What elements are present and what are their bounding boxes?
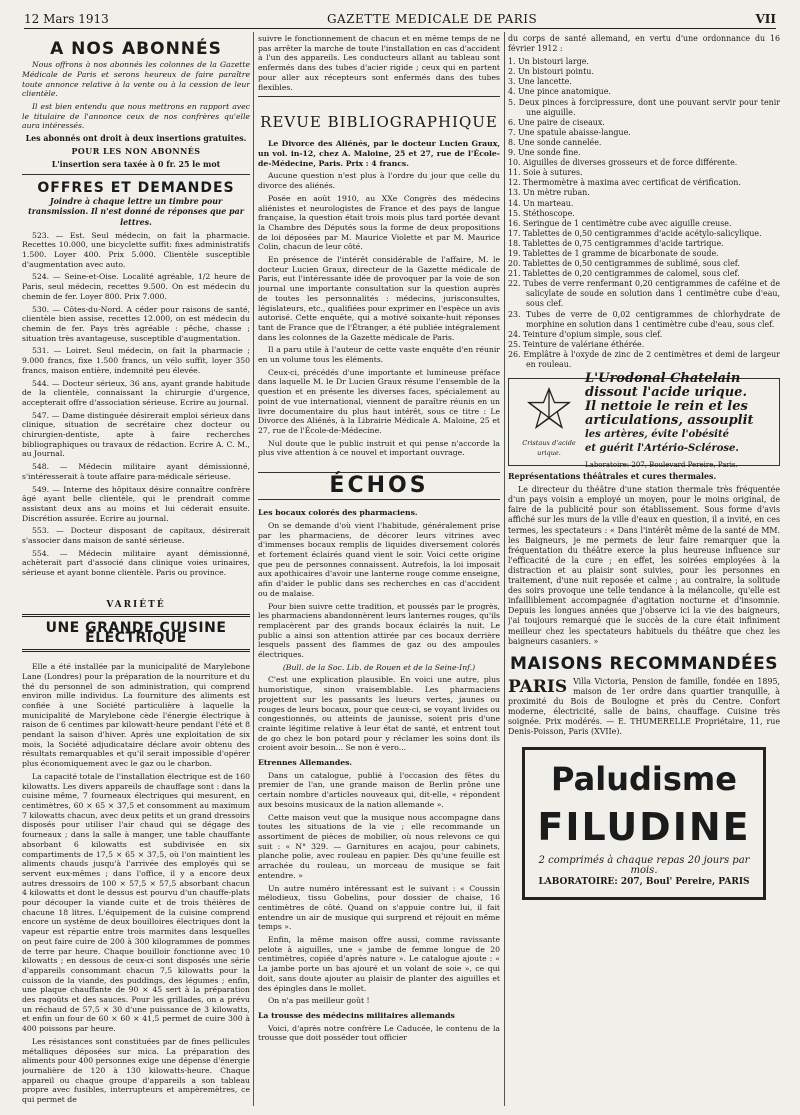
ad-line: les artères, évite l'obésité xyxy=(585,429,729,441)
offre-item: 548. — Médecin militaire ayant démissionné, s'intéresserait à toute affaire para-médicale sérieuse. xyxy=(22,462,250,481)
etrennes-paragraph: On n'a pas meilleur goût ! xyxy=(268,996,370,1006)
ad-dosage: 2 comprimés à chaque repas 20 jours par mois. xyxy=(538,855,750,877)
trousse-paragraph: Voici, d'après notre confrère Le Caducée, le contenu de la trousse que doit posséder tout officier xyxy=(258,1023,500,1043)
revue-paragraph: Ceux-ci, précédés d'une importante et lumineuse préface dans laquelle M. le Dr Lucien Graux résume l'ensemble de la question et en présente les diverses faces, spécialement au point de vue international, viennent de paraître réunis en un livre documentaire du plus haut intérêt, sous ce titre : Le Divorce des Aliénés, à la Librairie Médicale A. Maloine, 25 et 27, rue de l'École-de-Médecine. xyxy=(258,367,500,435)
maison-text: Villa Victoria, Pension de famille, fondée en 1895, maison de 1er ordre dans quartier tranquille, à proximité du Bois de Boulogne et près du Centre. Confort moderne, électricité, salle de bains, chauffage. Cuisine très soignée. Prix modérés. — E. THUMERELLE Propriétaire, 11, rue Denis-Poisson, Paris (XVIIe). xyxy=(508,676,780,737)
offre-item: 524. — Seine-et-Oise. Localité agréable, 1/2 heure de Paris, seul médecin, recettes 9.500. On est médecin du chemin de fer. Loyer 800. Prix 7.000. xyxy=(22,272,250,301)
theatre-heading: Représentations théâtrales et cures thermales. xyxy=(508,472,717,482)
trousse-heading: La trousse des médecins militaires allemands xyxy=(258,1010,455,1020)
list-item: 5. Deux pinces à forcipressure, dont une pouvant servir pour tenir une aiguille. xyxy=(508,97,780,117)
revue-paragraph: Posée en août 1910, au XXe Congrès des médecins aliénistes et neurologistes de France et des pays de langue française, la question était trois mois plus tard portée devant la Chambre des Députés sous la forme de deux propositions de loi déposées par M. Maurice Violette et par M. Maurice Colin, chacun de leur côté. xyxy=(258,193,500,252)
cuisine-continuation: suivre le fonctionnement de chacun et en même temps de ne pas arrêter la marche de toute l'installation en cas d'accident à l'un des appareils. Les conducteurs allant au tableau sont enfermés dans des tubes d'acier rigide ; ceux qui en partent pour aller aux récepteurs sont enfermés dans des tubes flexibles. xyxy=(258,34,500,92)
column-divider-2 xyxy=(504,32,505,1106)
list-item: 25. Teinture de valériane éthérée. xyxy=(508,339,645,349)
list-item: 22. Tubes de verre renfermant 0,20 centigrammes de caféine et de salicylate de soude en solution dans 1 centimètre cube d'eau, sous clef. xyxy=(508,279,780,309)
list-item: 8. Une sonde cannelée. xyxy=(508,137,602,147)
ad-line: L'Urodonal Chatelain xyxy=(585,371,741,387)
cuisine-paragraph: Les résistances sont constituées par de fines pellicules métalliques déposées sur mica. La préparation des aliments pour 400 personnes exige une dépense d'énergie journalière de 120 à 130 kilowatts-heure. Chaque appareil ou chaque groupe d'appareils a son tableau propre avec fusibles, interrupteurs et ampèremètres, ce qui permet de xyxy=(22,1036,250,1104)
abonnes-paragraph: Nous offrons à nos abonnés les colonnes de la Gazette Médicale de Paris et serons heureux de faire paraître toute annonce relative à la vente ou à la cession de leur clientèle. xyxy=(22,60,250,99)
echos-heading: ÉCHOS xyxy=(258,472,500,500)
bocaux-paragraph: On se demande d'où vient l'habitude, généralement prise par les pharmaciens, de décorer leurs vitrines avec d'immenses bocaux remplis de liquides diversement colorés et fortement éclairés quand vient le soir. Voici cette origine que peu de personnes connaissent. Autrefois, la loi imposait aux apothicaires d'avoir une lanterne rouge comme enseigne, afin d'aider le public dans ses recherches en cas d'accident ou de malaise. xyxy=(258,520,500,598)
offre-item: 547. — Dame distinguée désirerait emploi sérieux dans clinique, situation de secrétaire chez docteur ou chirurgien-dentiste, apte à faire recherches bibliographiques ou travaux de rédaction. Ecrire A. C. M., au Journal. xyxy=(22,410,250,459)
offre-item: 531. — Loiret. Seul médecin, on fait la pharmacie ; 9.000 francs, fixe 1.500 francs, un vélo suffit, loyer 350 francs, maison entière, indemnité peu élevée. xyxy=(22,346,250,375)
list-item: 13. Un mètre ruban. xyxy=(508,188,590,198)
trousse-intro: du corps de santé allemand, en vertu d'une ordonnance du 16 février 1912 : xyxy=(508,34,780,54)
bocaux-heading: Les bocaux colorés des pharmaciens. xyxy=(258,508,418,518)
crystal-illustration xyxy=(513,386,585,457)
list-item: 7. Une spatule abaisse-langue. xyxy=(508,127,631,137)
abonnes-heading: A NOS ABONNÉS xyxy=(50,39,222,59)
filudine-advertisement xyxy=(522,747,766,899)
list-item: 3. Une lancette. xyxy=(508,77,572,87)
ad-title: Paludisme xyxy=(551,760,737,799)
column-right xyxy=(508,34,780,1104)
list-item: 10. Aiguilles de diverses grosseurs et de force différente. xyxy=(508,158,738,168)
ad-address: Laboratoire: 207, Boulevard Pereire, Paris. xyxy=(585,461,738,470)
column-middle xyxy=(258,34,500,1104)
list-item: 6. Une paire de ciseaux. xyxy=(508,117,605,127)
divider xyxy=(258,96,500,97)
list-item: 1. Un bistouri large. xyxy=(508,57,589,67)
list-item: 4. Une pince anatomique. xyxy=(508,87,611,97)
list-item: 11. Soie à sutures. xyxy=(508,168,583,178)
revue-paragraph: Il a paru utile à l'auteur de cette vaste enquête d'en réunir en un volume tous les éléments. xyxy=(258,345,500,365)
list-item: 12. Thermomètre à maxima avec certificat de vérification. xyxy=(508,178,741,188)
revue-paragraph: Aucune question n'est plus à l'ordre du jour que celle du divorce des aliénés. xyxy=(258,171,500,191)
list-item: 18. Tablettes de 0,75 centigrammes d'acide tartrique. xyxy=(508,238,724,248)
etrennes-paragraph: Enfin, la même maison offre aussi, comme ravissante pelote à aiguilles, une « jambe de femme longue de 20 centimètres, copiée d'après nature ». Le catalogue ajoute : « La jambe porte un bas ajouré et un volant de soie », ce qui doit, sans doute ajouter au plaisir de planter des aiguilles et des épingles dans le mollet. xyxy=(258,935,500,993)
variete-label: VARIÉTÉ xyxy=(106,599,166,610)
offre-item: 553. — Docteur disposant de capitaux, désirerait s'associer dans maison de santé sérieuse. xyxy=(22,526,250,546)
offres-list xyxy=(22,231,250,578)
column-left xyxy=(22,34,250,1104)
ad-brand: FILUDINE xyxy=(537,805,751,850)
list-item: 21. Tablettes de 0,20 centigrammes de calomel, sous clef. xyxy=(508,269,740,279)
revue-paragraph: Le Divorce des Aliénés, par le docteur Lucien Graux, un vol. in-12, chez A. Maloine, 25 et 27, rue de l'École-de-Médecine, Paris. Prix : 4 francs. xyxy=(258,139,500,168)
list-item: 26. Emplâtre à l'oxyde de zinc de 2 centimètres et demi de largeur en rouleau. xyxy=(508,349,780,369)
ad-line: et guérit l'Artério-Sclérose. xyxy=(585,443,739,455)
list-item: 24. Teinture d'opium simple, sous clef. xyxy=(508,329,663,339)
offre-item: 544. — Docteur sérieux, 36 ans, ayant grande habitude de la clientèle, connaissant la chirurgie d'urgence, accepterait offre d'association sérieuse. Ecrire au journal. xyxy=(22,378,250,407)
cuisine-paragraph: Elle a été installée par la municipalité de Marylebone Lane (Londres) pour la préparation de la nourriture et du thé du personnel de son administration, qui comprend environ mille individus. La fourniture des aliments est confiée à une Société particulière à laquelle la municipalité de Marylebone cède l'énergie électrique à raison de 6 centimes par kilowatt-heure pendant l'été et 8 pendant la saison d'hiver. Après une exploitation de six mois, la Société adjudicataire déclare avoir obtenu des résultats remarquables et qu'il serait impossible d'opérer plus économiquement avec le gaz ou le charbon. xyxy=(22,662,250,769)
list-item: 17. Tablettes de 0,50 centigrammes d'acide acétylo-salicylique. xyxy=(508,228,762,238)
ad-line: Il nettoie le rein et les xyxy=(585,399,748,415)
list-item: 19. Tablettes de 1 gramme de bicarbonate de soude. xyxy=(508,248,719,258)
offres-heading: OFFRES ET DEMANDES xyxy=(37,180,235,197)
revue-article xyxy=(258,139,500,458)
offre-item: 530. — Côtes-du-Nord. A céder pour raisons de santé, clientèle bien assise, recettes 12.000, on est médecin du chemin de fer. Pays très agréable : pêche, chasse ; situation très avantageuse, susceptible d'augmentation. xyxy=(22,304,250,343)
abonnes-paragraph: Il est bien entendu que nous mettrons en rapport avec le titulaire de l'annonce ceux de nos confrères qu'elle aura intéressés. xyxy=(22,101,250,131)
urodonal-text xyxy=(585,372,754,472)
uric-crystal-icon xyxy=(526,386,572,432)
column-divider-1 xyxy=(253,32,254,1106)
trousse-list xyxy=(508,57,780,370)
revue-paragraph: En présence de l'intérêt considérable de l'affaire, M. le docteur Lucien Graux, directeur de la Gazette médicale de Paris, eut l'intéressante idée de provoquer par la voie de son journal une importante consultation sur la question auprès de toutes les personnalités : médecins, jurisconsultes, législateurs, etc., qualifiées pour exprimer en l'espèce un avis autorisé. Cette enquête, qui a motivé soixante-huit réponses tant de France que de l'Étranger, a été publiée intégralement dans les colonnes de la Gazette médicale de Paris. xyxy=(258,255,500,342)
offre-item: 554. — Médecin militaire ayant démissionné, achèterait part d'associé dans clinique voies urinaires, sérieuse et ayant bonne clientèle. Paris ou province. xyxy=(22,548,250,578)
list-item: 14. Un marteau. xyxy=(508,198,574,208)
ad-address: LABORATOIRE: 207, Boul' Pereire, PARIS xyxy=(538,876,750,887)
cuisine-article xyxy=(22,662,250,1104)
maisons-heading: MAISONS RECOMMANDÉES xyxy=(510,653,778,674)
maison-listing xyxy=(508,677,780,738)
cuisine-heading: UNE GRANDE CUISINE ÉLECTRIQUE xyxy=(22,614,250,652)
bocaux-paragraph: Pour bien suivre cette tradition, et poussés par le progrès, les pharmaciens abandonnèrent leurs lanternes rouges, qu'ils remplacèrent par des grands bocaux éclairés la nuit. Le public a ainsi son attention attirée par ces bocaux derrière lesquels passent des flammes de gaz ou des ampoules électriques. xyxy=(258,601,500,660)
ad-line: articulations, assouplit xyxy=(585,413,754,429)
abonnes-paragraph: Les abonnés ont droit à deux insertions gratuites. xyxy=(25,134,247,144)
etrennes-paragraph: Cette maison veut que la musique nous accompagne dans toutes les situations de la vie ; elle recommande un assortiment de pièces de mobilier, où nous relevons ce qui suit : « N° 329. — Garnitures en acajou, pour cabinets, planche polie, avec rouleau en papier. Dès qu'une feuille est arrachée du rouleau, un morceau de musique se fait entendre. » xyxy=(258,812,500,880)
ad-line: dissout l'acide urique. xyxy=(585,385,747,401)
list-item: 9. Une sonde fine. xyxy=(508,148,581,158)
etrennes-paragraph: Un autre numéro intéressant est le suivant : « Coussin mélodieux, tissu Gobelins, pour dossier de chaise, 16 centimètres de côté. Quand on s'appuie contre lui, il fait entendre un air de musique qui surprend et réjouit en même temps ». xyxy=(258,883,500,932)
list-item: 15. Stéthoscope. xyxy=(508,208,575,218)
list-item: 2. Un bistouri pointu. xyxy=(508,67,594,77)
revue-paragraph: Nul doute que le public instruit et qui pense n'accorde la plus vive attention à ce nouvel et important ouvrage. xyxy=(258,438,500,458)
maison-city: PARIS xyxy=(508,676,568,697)
list-item: 23. Tubes de verre de 0,02 centigrammes de chlorhydrate de morphine en solution dans 1 centimètre cube d'eau, sous clef. xyxy=(508,309,780,329)
bocaux-paragraph: C'est une explication plausible. En voici une autre, plus humoristique, sinon vraisemblable. Les pharmaciens projettent sur les passants les lueurs vertes, jaunes ou rouges de leurs bocaux, pour que ceux-ci, se voyant livides ou congestionnés, ou atteints de jaunisse, soient pris d'une crainte légitime relative à leur état de santé, et entrent tout de go chez le bon potard pour y réclamer les soins dont ils croient avoir besoin... Se non è vero... xyxy=(258,675,500,753)
non-abonnes-heading: POUR LES NON ABONNÉS xyxy=(71,147,201,157)
urodonal-advertisement xyxy=(508,371,780,470)
echos-article xyxy=(258,508,500,1043)
offre-item: 523. — Est. Seul médecin, on fait la pharmacie. Recettes 10.000, une bicyclette suffit: fixes administratifs 1.500. Loyer 400. Prix 5.000. Clientèle susceptible d'augmentation avec auto. xyxy=(22,230,250,269)
offres-note: Joindre à chaque lettre un timbre pour transmission. Il n'est donné de réponses que par lettres. xyxy=(28,197,244,227)
offre-item: 549. — Interne des hôpitaux désire connaître confrère âgé ayant belle clientèle, qui le prendrait comme assistant deux ans au moins et lui céderait ensuite. Discrétion assurée. Ecrire au journal. xyxy=(22,484,250,523)
revue-heading: REVUE BIBLIOGRAPHIQUE xyxy=(260,113,498,132)
etrennes-paragraph: Dans un catalogue, publié à l'occasion des fêtes du premier de l'an, une grande maison de Berlin prône une certain nombre d'articles nouveaux qui, dit-elle, « répondent aux besoins musicaux de la nation allemande ». xyxy=(258,770,500,809)
etrennes-heading: Etrennes Allemandes. xyxy=(258,758,353,768)
header-page-number: VII xyxy=(755,12,776,26)
divider xyxy=(22,174,250,175)
list-item: 16. Seringue de 1 centimètre cube avec aiguille creuse. xyxy=(508,218,732,228)
running-header xyxy=(24,6,776,29)
header-date: 12 Mars 1913 xyxy=(24,12,109,26)
non-abonnes-text: L'insertion sera taxée à 0 fr. 25 le mot xyxy=(51,160,221,170)
list-item: 20. Tablettes de 0,50 centigrammes de sublimé, sous clef. xyxy=(508,259,740,269)
cuisine-paragraph: La capacité totale de l'installation électrique est de 160 kilowatts. Les divers appareils de chauffage sont : dans la cuisine même, 7 fourneaux électriques qui mesurent, en centimètres, 60 × 65 × 37,5 et consomment au maximum 7 kilowatts chacun, avec deux petits et un grand dressoirs disposés pour utiliser l'air chaud qui se dégage des fourneaux ; dans la salle à manger, une table chauffante absorbant 6 kilowatts est subdivisée en six compartiments de 17,5 × 65 × 37,5, où l'on maintient les aliments chauds jusqu'à l'arrivée des employés qui se servent eux-mêmes ; dans l'office, il y a encore deux autres dressoirs de 100 × 57,5 × 57,5 absorbant chacun 4 kilowatts et dont le dessus est pourvu d'un chauffe-plats pour découper la viande cuite et de trois théières de chacune 18 litres. L'équipement de la cuisine comprend encore un système de deux bouilloires électriques dont la vapeur est répartie entre trois marmites dans lesquelles on peut faire cuire de 200 à 300 kilogrammes de pommes de terre par heure. Chaque bouilloir fonctionne avec 10 kilowatts ; en dessous de ceux-ci sont disposés une série d'appareils consommant chacun 7,5 kilowatts pour la cuisson de la viande, des puddings, des légumes ; enfin, une plaque chauffante de 90 × 45 sert à la préparation des ragoûts et des sauces. Pour les grillades, on a prévu un réchaud de 57,5 × 30 d'une puissance de 3 kilowatts, et enfin un four de 60 × 60 × 41,5 permet de cuire 300 à 400 poissons par heure. xyxy=(22,771,250,1034)
theatre-paragraph: Le directeur du théâtre d'une station thermale très fréquentée d'un pays voisin a employé un moyen, pour le moins original, de faire de la publicité pour son établissement. Sous forme d'avis affiché sur les murs de la ville d'eaux en question, il a invité, en ces termes, les spectateurs : « Dans l'intérêt même de la santé de MM. les Baigneurs, je me permets de leur faire remarquer que la fréquentation du théâtre exerce la plus heureuse influence sur l'efficacité de la cure ; en effet, les soirées employées à la distraction et au plaisir sont suivies, pour les personnes en traitement, d'une nuit reposée et calme ; au contraire, la solitude des soirs provoque une telle tendance à la mélancolie, qu'elle est infailliblement accompagnée d'agitation nocturne et d'insomnie. Depuis les longues années que j'observe ici la vie des baigneurs, j'ai toujours remarqué que le succès de la cure était infiniment meilleur chez les spectateurs habituels du théâtre que chez les baigneurs casaniers. » xyxy=(508,485,780,646)
bocaux-source: (Bull. de la Soc. Lib. de Rouen et de la Seine-Inf.) xyxy=(282,662,476,672)
crystal-caption: Cristaux d'acide urique. xyxy=(522,438,576,457)
header-title: GAZETTE MEDICALE DE PARIS xyxy=(326,12,538,26)
